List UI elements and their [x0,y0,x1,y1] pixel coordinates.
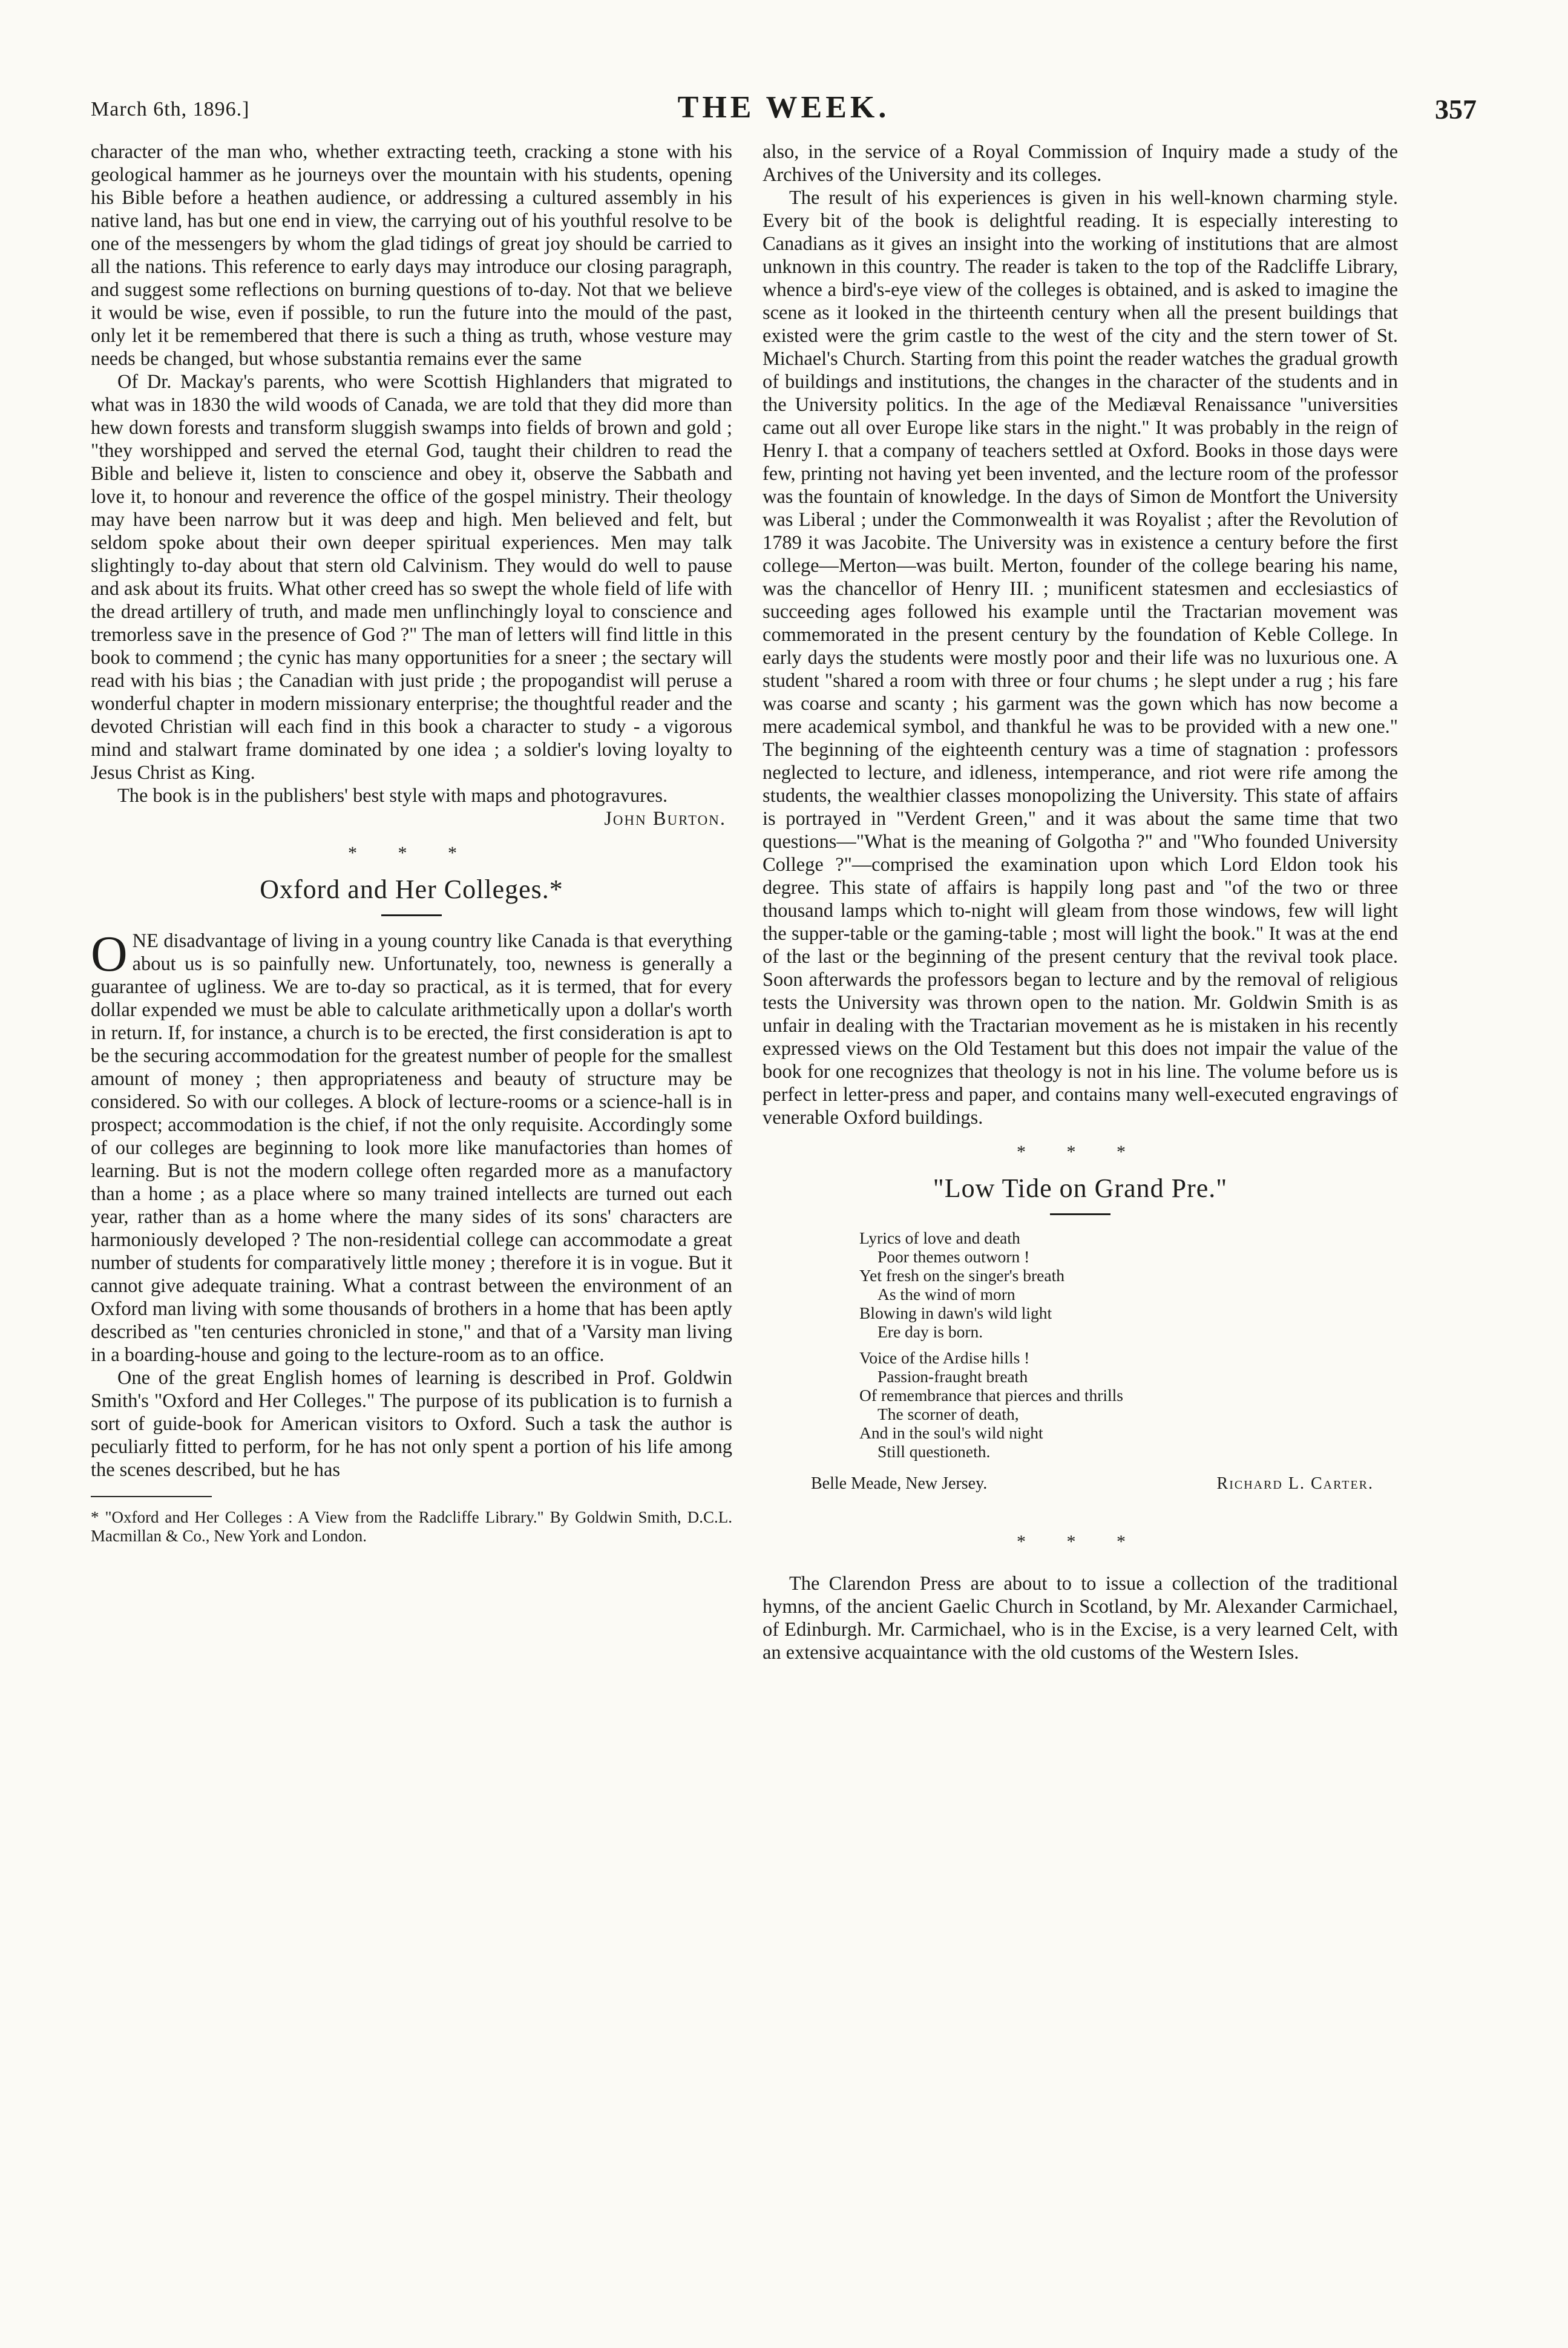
article-title: Oxford and Her Colleges.* [260,874,563,904]
poem [859,1228,1398,1461]
poem-line: The scorner of death, [877,1405,1019,1423]
poem-line: Still questioneth. [877,1442,991,1461]
review-closing-line: The book is in the publishers' best style with maps and photogravures. [117,785,668,807]
review-paragraph: character of the man who, whether extracting teeth, cracking a stone with his geological hammer as he journeys over the mountain with his students, opening his Bible before a heathen audience, or addressing a cultured assembly in his native land, has but one end in view, the carrying out of his youthful resolve to be one of the messengers by whom the glad tidings of great joy should be carried to all the nations. This reference to early days may introduce our closing paragraph, and suggest some reflections on burning questions of to-day. Not that we believe it would be wise, even if possible, to run the future into the mould of the past, only let it be remembered that there is such a thing as truth, whose vesture may needs be changed, but whose substantia remains ever the same [91,141,732,370]
section-separator: * * * [1017,1532,1144,1552]
poem-line: As the wind of morn [877,1285,1015,1304]
poem-line: Passion-fraught breath [877,1367,1028,1386]
poem-stanza [859,1228,1398,1341]
page-number: 357 [1435,94,1477,125]
article-paragraph [91,926,732,1366]
news-paragraph: The Clarendon Press are about to to issue a collection of the traditional hymns, of the ancient Gaelic Church in Scotland, by Mr. Alexander Carmichael, of Edinburgh. Mr. Carmichael, who is in the Excise, is a very learned Celt, with an extensive acquaintance with the old customs of the Western Isles. [763,1573,1398,1664]
poem-stanza [859,1348,1398,1461]
poem-line: Of remembrance that pierces and thrills [859,1386,1123,1405]
issue-date: March 6th, 1896.] [91,98,250,120]
review-paragraph: Of Dr. Mackay's parents, who were Scottish Highlanders that migrated to what was in 1830 the wild woods of Canada, we are told that they did more than hew down forests and transform sluggish swamps into fields of brown and gold ; "they worshipped and served the eternal God, taught their children to read the Bible and believe it, listen to conscience and obey it, observe the Sabbath and love it, to honour and reverence the office of the gospel ministry. Their theology may have been narrow but it was deep and high. Men believed and felt, but seldom spoke about their own deeper spiritual experiences. Men may talk slightingly to-day about that stern old Calvinism. They would do well to pause and ask about its fruits. What other creed has so swept the whole field of life with the dread artillery of truth, and made men unflinchingly loyal to conscience and tremorless save in the presence of God ?" The man of letters will find little in this book to commend ; the cynic has many opportunities for a sneer ; the sectary will read with his bias ; the Canadian with just pride ; the propogandist will peruse a wonderful chapter in modern missionary enterprise; the thoughtful reader and the devoted Christian will each find in this book a character to study - a vigorous mind and stalwart frame dominated by one idea ; a soldier's loving loyalty to Jesus Christ as King. [91,371,732,784]
poem-line: Poor themes outworn ! [877,1247,1030,1266]
title-rule [381,914,442,916]
right-column [763,140,1398,1664]
poem-place: Belle Meade, New Jersey. [811,1474,988,1493]
article-paragraph: also, in the service of a Royal Commission of Inquiry made a study of the Archives of the University and its colleges. [763,141,1398,186]
article-paragraph-text: NE disadvantage of living in a young country like Canada is that everything about us is so painfully new. Unfortunately, too, newness is generally a guarantee of ugliness. We are to-day so practical, as it is termed, that for every dollar expended we must be able to calculate arithmetically upon a dollar's worth in return. If, for instance, a church is to be erected, the first consideration is apt to be the securing accommodation for the greatest number of people for the smallest amount of money ; then appropriateness and beauty of structure may be considered. So with our colleges. A block of lecture-rooms or a science-hall is in prospect; accommodation is the chief, if not the only requisite. Accordingly some of our colleges are beginning to look more like manufactories than homes of learning. But is not the modern college often regarded more as a manufactory than a home ; as a place where so many trained intellects are turned out each year, rather than as a home where the many sides of its sons' characters are harmoniously developed ? The non-residential college can accommodate a great number of students for comparatively little money ; therefore it is in vogue. But it cannot give adequate training. What a contrast between the environment of an Oxford man living with some thousands of brothers in a home that has been aptly described as "ten centuries chronicled in stone," and that of a 'Varsity man living in a boarding-house and going to the lecture-room as to an office. [91,930,732,1366]
poem-line: Ere day is born. [877,1322,983,1341]
poem-line: Yet fresh on the singer's breath [859,1266,1064,1285]
footnote-rule [91,1496,212,1497]
poem-line: Blowing in dawn's wild light [859,1304,1052,1322]
review-signature: John Burton. [604,808,726,830]
poem-title: "Low Tide on Grand Pre." [933,1173,1228,1203]
poem-line: Lyrics of love and death [859,1228,1020,1247]
title-rule [1050,1213,1110,1215]
left-column [91,140,732,1546]
section-separator: * * * [348,843,475,863]
section-separator: * * * [1017,1142,1144,1162]
poem-signature-row [811,1474,1374,1494]
review-signature-row [91,807,732,830]
masthead-title: THE WEEK. [677,90,890,125]
drop-cap: O [91,926,128,982]
poem-author: Richard L. Carter. [1216,1474,1374,1493]
article-paragraph: One of the great English homes of learning is described in Prof. Goldwin Smith's "Oxford and Her Colleges." The purpose of its publication is to furnish a sort of guide-book for American visitors to Oxford. Such a task the author is peculiarly fitted to perform, for he has not only spent a portion of his life among the scenes described, but he has [91,1367,732,1481]
page-header [91,90,1477,138]
article-paragraph: The result of his experiences is given in his well-known charming style. Every bit of the book is delightful reading. It is especially interesting to Canadians as it gives an insight into the working of institutions that are almost unknown in this country. The reader is taken to the top of the Radcliffe Library, whence a bird's-eye view of the colleges is obtained, and is asked to imagine the scene as it looked in the thirteenth century when all the present buildings that existed were the grim castle to the west of the city and the stern tower of St. Michael's Church. Starting from this point the reader watches the gradual growth of buildings and institutions, the changes in the character of the students and in the University politics. In the age of the Mediæval Renaissance "universities came out all over Europe like stars in the night." It was probably in the reign of Henry I. that a company of teachers settled at Oxford. Books in those days were few, printing not having yet been invented, and the lecture room of the professor was the fountain of knowledge. In the days of Simon de Montfort the University was Liberal ; under the Commonwealth it was Royalist ; after the Revolution of 1789 it was Jacobite. The University was in existence a century before the first college—Merton—was built. Merton, founder of the college bearing his name, was the chancellor of Henry III. ; munificent statesmen and ecclesiastics of succeeding ages followed his example until the Tractarian movement was commemorated in the present century by the foundation of Keble College. In early days the students were mostly poor and their life was no luxurious one. A student "shared a room with three or four chums ; he slept under a rug ; his fare was coarse and scanty ; his garment was the gown which has now become a mere academical symbol, and thankful he was to be provided with a new one." The beginning of the eighteenth century was a time of stagnation : professors neglected to lecture, and idleness, intemperance, and riot were rife among the students, the wealthier classes monopolizing the University. This state of affairs is portrayed in "Verdent Green," and it was about the same time that two questions—"What is the meaning of Golgotha ?" and "Who founded University College ?"—comprised the examination upon which Lord Eldon took his degree. This state of affairs is happily long past and "of the two or three thousand lamps which to-night will gleam from those windows, few will light the supper-table or the gaming-table ; most will light the book." It was at the end of the last or the beginning of the present century that the revival took place. Soon afterwards the professors began to lecture and by the removal of religious tests the University was thrown open to the nation. Mr. Goldwin Smith is as unfair in dealing with the Tractarian movement as he is mistaken in his recently expressed views on the Old Testament but this does not impair the value of the book for one recognizes that theology is not in his line. The volume before us is perfect in letter-press and paper, and contains many well-executed engravings of venerable Oxford buildings. [763,187,1398,1129]
footnote: * "Oxford and Her Colleges : A View from the Radcliffe Library." By Goldwin Smith, D.C.L. Macmillan & Co., New York and London. [91,1508,732,1545]
poem-line: Voice of the Ardise hills ! [859,1348,1030,1367]
poem-line: And in the soul's wild night [859,1423,1043,1442]
